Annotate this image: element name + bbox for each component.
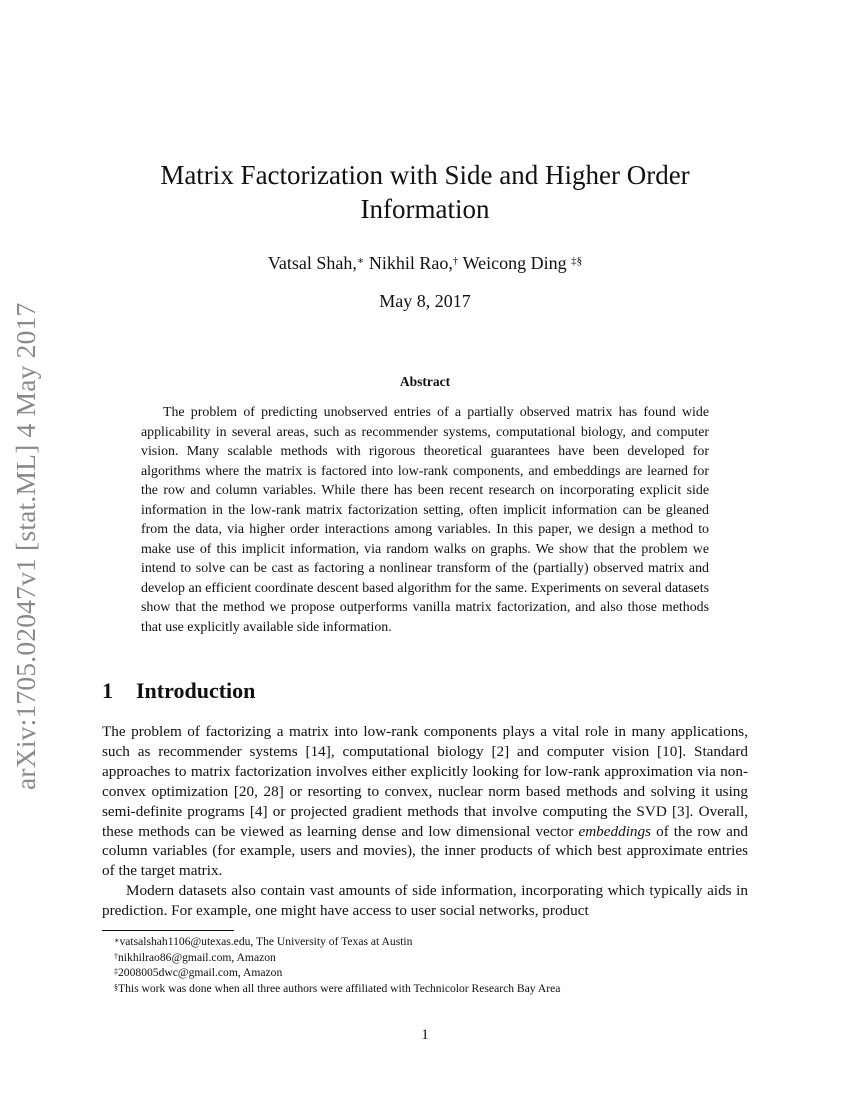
section-number: 1 xyxy=(102,678,113,703)
footnotes xyxy=(114,934,754,996)
emphasized-term: embeddings xyxy=(578,822,652,840)
footnote xyxy=(114,934,754,950)
footnote-divider xyxy=(102,930,234,931)
abstract-text: The problem of predicting unobserved entries of a partially observed matrix has found wide applicability in several areas, such as recommender systems, computational biology, and computer vision. Many scalable methods with rigorous theoretical guarantees have been developed for algorithms where the matrix is factored into low-rank components, and embeddings are learned for the row and column variables. While there has been recent research on incorporating explicit side information in the low-rank matrix factorization setting, often implicit information can be gleaned from the data, via higher order interactions among variables. In this paper, we design a method to make use of this implicit information, via random walks on graphs. We show that the problem we intend to solve can be cast as factoring a nonlinear transform of the (partially) observed matrix and develop an efficient coordinate descent based algorithm for the same. Experiments on several datasets show that the method we propose outperforms vanilla matrix factorization, and also those methods that use explicitly available side information. xyxy=(141,405,709,635)
footnote xyxy=(114,981,754,997)
author-footnote-mark: ∗ xyxy=(356,255,365,267)
abstract-heading: Abstract xyxy=(399,374,451,389)
footnote-mark: ∗ xyxy=(114,936,120,945)
footnote-text: nikhilrao86@gmail.com, Amazon xyxy=(118,950,276,964)
page-number: 1 xyxy=(421,1027,429,1043)
author-name: Weicong Ding xyxy=(462,253,567,273)
footnote-mark: † xyxy=(114,951,118,961)
intro-paragraph-2: Modern datasets also contain vast amounts of side information, incorporating which typically aids in prediction. For example, one might have access to user social networks, product xyxy=(102,882,748,919)
section-heading xyxy=(102,677,255,705)
footnote-text: 2008005dwc@gmail.com, Amazon xyxy=(118,966,283,979)
footnote xyxy=(114,950,754,966)
author-list xyxy=(100,251,750,275)
author-footnote-mark: † xyxy=(452,255,459,267)
footnote-text: This work was done when all three authors were affiliated with Technicolor Research Bay Area xyxy=(118,981,561,995)
footnote-text: vatsalshah1106@utexas.edu, The University of Texas at Austin xyxy=(119,935,413,948)
footnote-mark: § xyxy=(114,982,118,992)
paragraph-text: of the row and column variables (for example, users and movies), the inner products of which best approximate entries of the target matrix. xyxy=(102,822,749,880)
section-title: Introduction xyxy=(136,678,256,703)
intro-paragraph-1 xyxy=(102,722,748,881)
publication-date: May 8, 2017 xyxy=(379,291,471,311)
paragraph-text: The problem of factorizing a matrix into low-rank components plays a vital role in many applications, such as recommender systems [14], computational biology [2] and computer vision [10]. Standard approaches to matrix factorization involves either explicitly looking for low-rank approximation via non-convex optimization [20, 28] or resorting to convex, nuclear norm based methods and solving it using semi-definite programs [4] or projected gradient methods that involve computing the SVD [3]. Overall, these methods can be viewed as learning dense and low dimensional vector xyxy=(102,723,748,840)
footnote-mark: ‡ xyxy=(114,967,118,976)
author-name: Vatsal Shah, xyxy=(267,253,357,273)
arxiv-identifier-stamp: arXiv:1705.02047v1 [stat.ML] 4 May 2017 xyxy=(10,302,41,790)
paper-title: Matrix Factorization with Side and Higher Order Information xyxy=(160,160,690,224)
author-footnote-mark: ‡§ xyxy=(571,255,583,267)
author-name: Nikhil Rao, xyxy=(368,253,453,273)
footnote xyxy=(114,965,754,981)
